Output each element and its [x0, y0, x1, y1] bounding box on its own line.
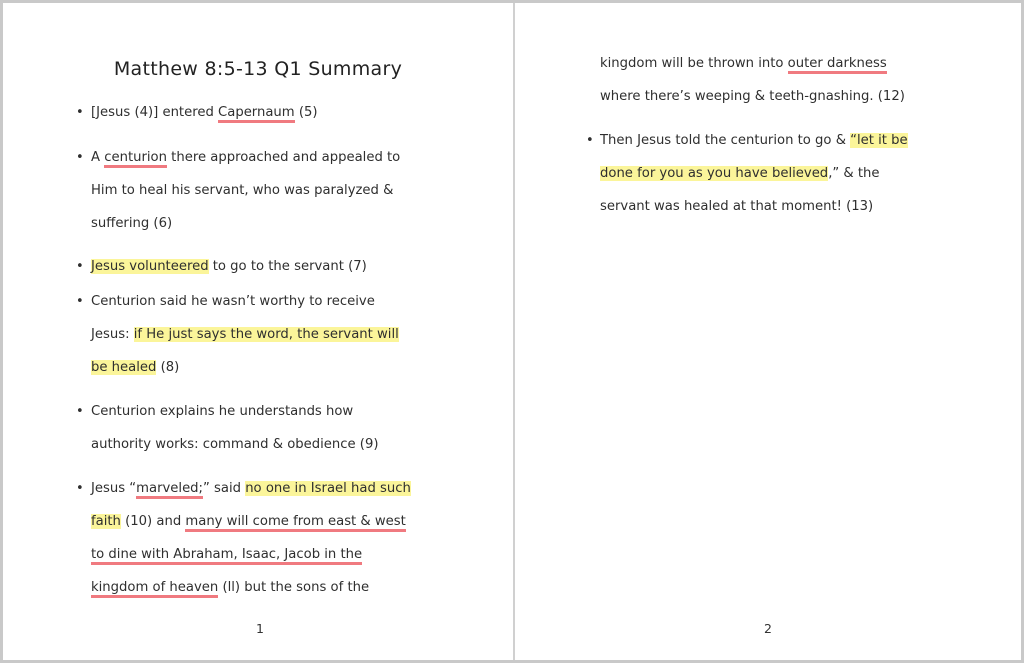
- bullet-marker: •: [76, 294, 84, 309]
- bullet-item-5: [91, 395, 379, 461]
- page-number: 1: [256, 621, 264, 636]
- bullet-marker: •: [586, 133, 594, 148]
- page-number: 2: [764, 621, 772, 636]
- underlined-text: kingdom of heaven: [91, 580, 218, 598]
- bullet-marker: •: [76, 481, 84, 496]
- text: ,” & the: [828, 166, 880, 181]
- highlighted-text: “let it be: [850, 133, 908, 148]
- text-line: Him to heal his servant, who was paralyzed &: [91, 183, 394, 198]
- underlined-text: to dine with Abraham, Isaac, Jacob in the: [91, 547, 362, 565]
- page-title: Matthew 8:5-13 Q1 Summary: [113, 58, 403, 80]
- continued-text: [600, 47, 905, 113]
- text: Jesus:: [91, 327, 134, 342]
- bullet-item-6: [91, 472, 411, 604]
- text: [Jesus (4)] entered: [91, 105, 219, 120]
- bullet-item-1: [91, 96, 318, 129]
- underlined-text: outer darkness: [788, 56, 887, 74]
- page-1: [3, 3, 513, 660]
- bullet-item-7: [600, 124, 908, 223]
- text: A: [91, 150, 105, 165]
- highlighted-text: if He just says the word, the servant will: [133, 327, 399, 342]
- highlighted-text: be healed: [91, 360, 157, 375]
- text-line: Centurion said he wasn’t worthy to receive: [91, 294, 375, 309]
- text: ” said: [203, 481, 246, 496]
- bullet-marker: •: [76, 105, 84, 120]
- text-line: where there’s weeping & teeth-gnashing. (12): [600, 89, 905, 104]
- underlined-text: marveled;: [136, 481, 203, 499]
- text: Then Jesus told the centurion to go &: [600, 133, 851, 148]
- text: (5): [294, 105, 318, 120]
- text: kingdom will be thrown into: [600, 56, 788, 71]
- underlined-text: Capernaum: [218, 105, 295, 123]
- text: there approached and appealed to: [166, 150, 401, 165]
- highlighted-text: done for you as you have believed: [600, 166, 829, 181]
- bullet-item-2: [91, 141, 400, 240]
- highlighted-text: no one in Israel had such: [245, 481, 411, 496]
- text-line: Centurion explains he understands how: [91, 404, 354, 419]
- bullet-item-3: [91, 250, 367, 283]
- highlighted-text: Jesus volunteered: [91, 259, 209, 274]
- text: (10) and: [120, 514, 186, 529]
- text: Jesus “: [91, 481, 137, 496]
- text-line: suffering (6): [91, 216, 173, 231]
- text: (8): [156, 360, 180, 375]
- underlined-text: centurion: [104, 150, 167, 168]
- bullet-marker: •: [76, 404, 84, 419]
- underlined-text: many will come from east & west: [185, 514, 405, 532]
- bullet-marker: •: [76, 150, 84, 165]
- page-2: [515, 3, 1021, 660]
- text: to go to the servant (7): [208, 259, 367, 274]
- text-line: servant was healed at that moment! (13): [600, 199, 874, 214]
- text-line: authority works: command & obedience (9): [91, 437, 379, 452]
- bullet-item-4: [91, 285, 399, 384]
- bullet-marker: •: [76, 259, 84, 274]
- highlighted-text: faith: [91, 514, 121, 529]
- text: (ll) but the sons of the: [218, 580, 370, 595]
